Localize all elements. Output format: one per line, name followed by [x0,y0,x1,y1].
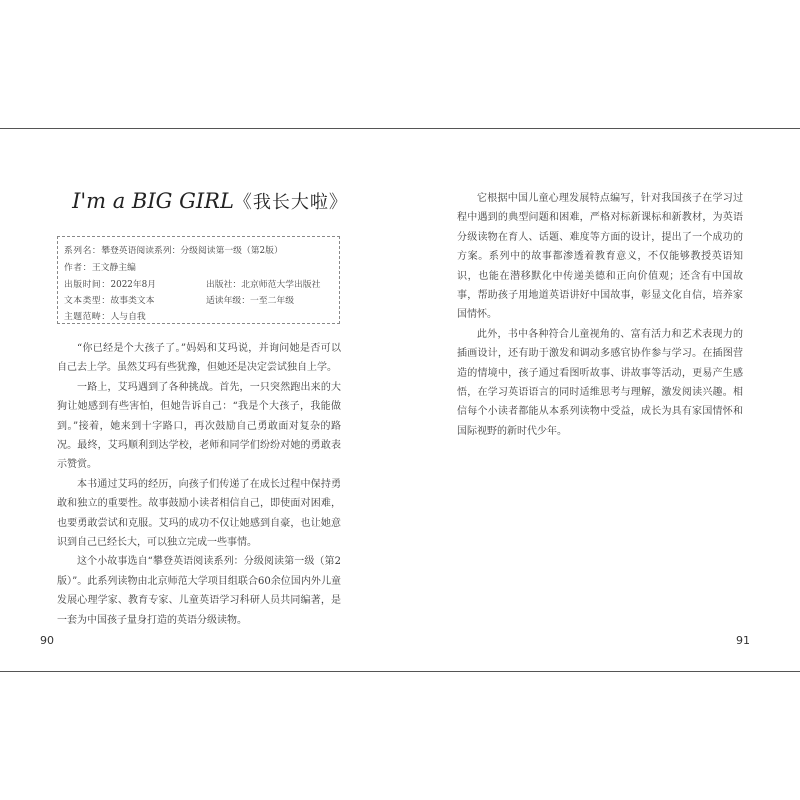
info-publisher-label: 出版社： [206,280,242,290]
paragraph: “你已经是个大孩子了。”妈妈和艾玛说，并询问她是否可以自己去上学。虽然艾玛有些犹豫，但她还是决定尝试独自上学。 [57,343,341,374]
info-type-value: 故事类文本 [110,296,155,306]
info-grade-label: 适读年级： [206,296,250,306]
info-series-value: 攀登英语阅读系列：分级阅读第一级（第2版） [101,246,283,256]
paragraph: 这个小故事选自“攀登英语阅读系列：分级阅读第一级（第2版）”。此系列读物由北京师范大学项目组联合60余位国内外儿童发展心理学家、教育专家、儿童英语学习科研人员共同编著，是一套为中国孩子量身打造的英语分级读物。 [57,556,341,626]
book-info-box [57,236,340,324]
info-publisher [206,277,320,290]
info-date [64,277,156,290]
info-series-label: 系列名： [64,246,102,256]
paragraph: 此外，书中各种符合儿童视角的、富有活力和艺术表现力的插画设计，还有助于激发和调动多感官协作参与学习。在插图营造的情境中，孩子通过看图听故事、讲故事等活动，更易产生感悟，在学习英语语言的同时适维思考与理解，激发阅读兴趣。相信每个小读者都能从本系列读物中受益，成长为具有家国情怀和国际视野的新时代少年。 [457,328,743,437]
paragraph: 一路上，艾玛遇到了各种挑战。首先，一只突然跑出来的大狗让她感到有些害怕，但她告诉自己：“我是个大孩子，我能做到。”接着，她来到十字路口，再次鼓励自己勇敢面对复杂的路况。最终，艾玛顺利到达学校，老师和同学们纷纷对她的勇敢表示赞赏。 [57,381,341,471]
page-number: 91 [736,634,750,647]
info-author [64,260,136,273]
info-grade [206,293,294,306]
bottom-page-edge [0,671,800,672]
info-theme-value: 人与自我 [110,312,146,322]
info-publisher-value: 北京师范大学出版社 [241,280,321,290]
info-date-label: 出版时间： [64,280,111,290]
info-author-label: 作者： [64,263,92,273]
info-theme-label: 主题范畴： [64,312,111,322]
book-title-english: I'm a BIG GIRL [72,189,234,213]
paragraph: 它根据中国儿童心理发展特点编写，针对我国孩子在学习过程中遇到的典型问题和困难，严格对标新课标和新教材，为英语分级读物在育人、话题、难度等方面的设计，提出了一个成功的方案。系列中的故事都渗透着教育意义，不仅能够教授英语知识，也能在潜移默化中传递美德和正向价值观；还含有中国故事，帮助孩子用地道英语讲好中国故事，彰显文化自信，培养家国情怀。 [457,193,743,321]
info-type-label: 文本类型： [64,296,111,306]
info-date-value: 2022年8月 [110,280,157,290]
page-number: 90 [40,634,54,647]
right-page-body [457,189,743,441]
info-series [64,243,283,256]
info-grade-value: 一至二年级 [250,296,294,306]
book-title-chinese: 《我长大啦》 [233,192,348,213]
left-page-body [57,339,341,630]
left-page [0,128,400,671]
right-page [400,128,800,671]
info-type [64,293,155,306]
info-author-value: 王文静主编 [91,263,136,273]
info-theme [64,309,146,322]
book-title [40,188,380,214]
paragraph: 本书通过艾玛的经历，向孩子们传递了在成长过程中保持勇敢和独立的重要性。故事鼓励小读者相信自己，即使面对困难，也要勇敢尝试和克服。艾玛的成功不仅让她感到自豪，也让她意识到自己已经长大，可以独立完成一些事情。 [57,478,341,549]
